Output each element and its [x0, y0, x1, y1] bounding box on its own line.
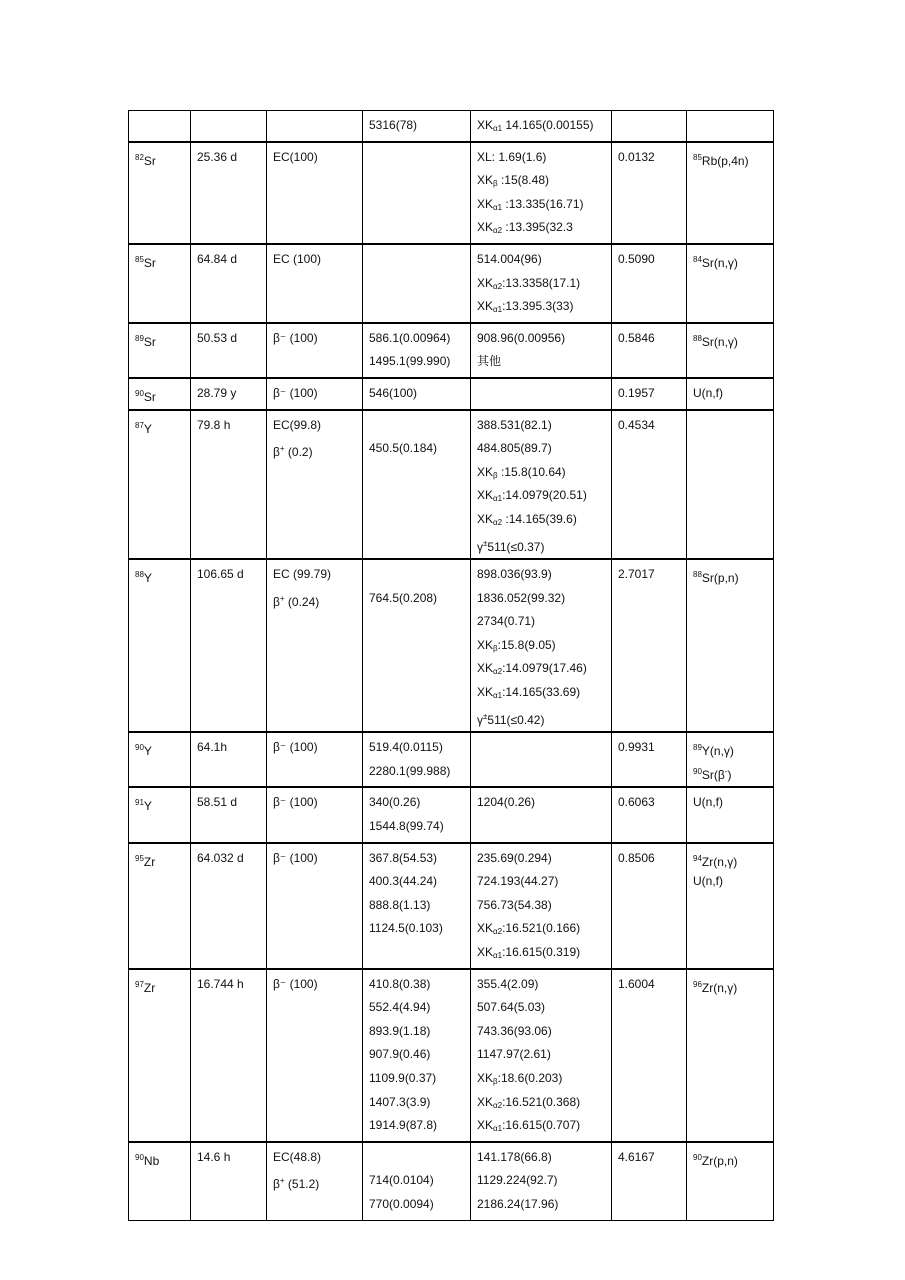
cell-text: 367.8(54.53) [369, 850, 438, 865]
cell-text [197, 114, 260, 138]
cell-text: β⁻ (100) [273, 795, 318, 810]
cell-text: 0.1957 [618, 385, 655, 400]
production-reaction-cell [687, 843, 774, 969]
cell-text [369, 1146, 464, 1170]
nuclide-cell [129, 378, 191, 410]
cell-text: $^{87}$Y [135, 420, 152, 436]
cell-text: 514.004(96) [477, 251, 542, 266]
table-row [129, 787, 774, 842]
cell-text: 1495.1(99.990) [369, 354, 451, 369]
nuclide-cell [129, 323, 191, 378]
production-reaction-cell [687, 142, 774, 244]
cell-text: 400.3(44.24) [369, 874, 438, 889]
cell-text: $^{95}$Zr [135, 853, 156, 869]
cell-text: 14.6 h [197, 1149, 231, 1164]
cell-text: $XK_\beta:15.8(9.05)$ [477, 637, 556, 653]
production-reaction-cell [687, 969, 774, 1142]
cell-text: 764.5(0.208) [369, 590, 438, 605]
cell-text: 388.531(82.1) [477, 417, 552, 432]
cell-text: 0.5846 [618, 330, 655, 345]
beta-energy-cell [363, 244, 471, 323]
cell-text: 1129.224(92.7) [477, 1173, 558, 1188]
cell-text: $^{97}$Zr [135, 979, 156, 995]
table-row [129, 244, 774, 323]
beta-energy-cell [363, 732, 471, 787]
half-life-cell [191, 378, 267, 410]
cell-text: $XK_{\alpha 2}:16.521(0.166)$ [477, 921, 581, 937]
value-cell [612, 244, 687, 323]
half-life-cell [191, 559, 267, 732]
cell-text: 2186.24(17.96) [477, 1196, 559, 1211]
cell-text: 908.96(0.00956) [477, 330, 566, 345]
beta-energy-cell [363, 1142, 471, 1220]
half-life-cell [191, 969, 267, 1142]
cell-text: 106.65 d [197, 567, 244, 582]
cell-text: 1124.5(0.103) [369, 921, 443, 936]
cell-text: γ±511(≤0.37) [477, 538, 545, 554]
value-cell [612, 378, 687, 410]
value-cell [612, 410, 687, 560]
cell-text: 770(0.0094) [369, 1196, 434, 1211]
production-reaction-cell [687, 732, 774, 787]
cell-text: $XK_{\alpha 1}:14.0979(20.51)$ [477, 488, 587, 504]
cell-text: $XK_\beta:18.6(0.203)$ [477, 1070, 563, 1086]
cell-text: 0.6063 [618, 795, 655, 810]
cell-text: 507.64(5.03) [477, 1000, 546, 1015]
cell-text: 888.8(1.13) [369, 897, 431, 912]
cell-text: $^{91}$Y [135, 798, 152, 814]
gamma-energy-cell [471, 843, 612, 969]
cell-text: $XK_{\alpha 2}:16.521(0.368)$ [477, 1094, 581, 1110]
cell-text: 552.4(4.94) [369, 1000, 431, 1015]
half-life-cell [191, 142, 267, 244]
gamma-energy-cell [471, 1142, 612, 1220]
half-life-cell [191, 1142, 267, 1220]
value-cell [612, 559, 687, 732]
table-row [129, 559, 774, 732]
cell-text: 0.8506 [618, 850, 655, 865]
cell-text: β+ (51.2) [273, 1176, 320, 1192]
cell-text: 450.5(0.184) [369, 441, 438, 456]
cell-text: U(n,f) [693, 385, 723, 400]
gamma-energy-cell [471, 559, 612, 732]
beta-energy-cell [363, 142, 471, 244]
gamma-energy-cell [471, 969, 612, 1142]
gamma-energy-cell [471, 787, 612, 842]
cell-text: $^{96}$Zr(n,γ) [693, 979, 738, 995]
nuclide-cell [129, 142, 191, 244]
decay-mode-cell [267, 378, 363, 410]
gamma-energy-cell [471, 323, 612, 378]
beta-energy-cell [363, 843, 471, 969]
cell-text: EC(100) [273, 149, 318, 164]
nuclide-cell [129, 244, 191, 323]
value-cell [612, 843, 687, 969]
value-cell [612, 787, 687, 842]
cell-text: 1836.052(99.32) [477, 590, 566, 605]
value-cell [612, 111, 687, 142]
decay-mode-cell [267, 843, 363, 969]
cell-text: $XK_{\alpha 1}:14.165(33.69)$ [477, 685, 581, 701]
decay-mode-cell [267, 410, 363, 560]
cell-text: γ±511(≤0.42) [477, 711, 545, 727]
half-life-cell [191, 244, 267, 323]
cell-text: 79.8 h [197, 417, 231, 432]
cell-text: β+ (0.24) [273, 593, 320, 609]
half-life-cell [191, 732, 267, 787]
nuclide-cell [129, 111, 191, 142]
cell-text: $XK_{\alpha 1}$ 14.165(0.00155) [477, 118, 594, 133]
cell-text: $XK_{\alpha 1}:16.615(0.319)$ [477, 945, 581, 960]
cell-text: 756.73(54.38) [477, 897, 552, 912]
decay-mode-cell [267, 323, 363, 378]
table-row [129, 142, 774, 244]
cell-text: 0.9931 [618, 740, 655, 755]
cell-text: $^{89}$Sr [135, 333, 156, 349]
beta-energy-cell [363, 969, 471, 1142]
half-life-cell [191, 410, 267, 560]
beta-energy-cell [363, 378, 471, 410]
cell-text: 2734(0.71) [477, 614, 536, 629]
cell-text: β⁻ (100) [273, 976, 318, 991]
half-life-cell [191, 843, 267, 969]
cell-text: 907.9(0.46) [369, 1047, 431, 1062]
cell-text: 519.4(0.0115) [369, 740, 443, 755]
nuclide-cell [129, 969, 191, 1142]
cell-text [369, 414, 464, 438]
cell-text: U(n,f) [693, 795, 723, 810]
beta-energy-cell [363, 323, 471, 378]
decay-mode-cell [267, 969, 363, 1142]
cell-text [618, 114, 680, 138]
table-row [129, 1142, 774, 1220]
production-reaction-cell [687, 244, 774, 323]
half-life-cell [191, 787, 267, 842]
table-row [129, 378, 774, 410]
beta-energy-cell [363, 559, 471, 732]
cell-text: 893.9(1.18) [369, 1023, 431, 1038]
cell-text: 28.79 y [197, 385, 237, 400]
cell-text: 743.36(93.06) [477, 1023, 552, 1038]
nuclide-cell [129, 732, 191, 787]
half-life-cell [191, 323, 267, 378]
cell-text: $^{82}$Sr [135, 152, 156, 168]
cell-text: EC(48.8) [273, 1149, 322, 1164]
table-row [129, 732, 774, 787]
cell-text: $^{89}$Y(n,γ) [693, 743, 734, 759]
cell-text: β⁻ (100) [273, 850, 318, 865]
cell-text: $^{90}$Sr(β-) [693, 766, 732, 782]
cell-text: 2.7017 [618, 567, 655, 582]
cell-text: 64.1h [197, 740, 228, 755]
cell-text: 714(0.0104) [369, 1173, 434, 1188]
cell-text: $^{84}$Sr(n,γ) [693, 254, 738, 270]
cell-text: EC (100) [273, 251, 322, 266]
cell-text: 16.744 h [197, 976, 244, 991]
value-cell [612, 323, 687, 378]
cell-text: 64.84 d [197, 251, 238, 266]
cell-text: 1204(0.26) [477, 795, 536, 810]
cell-text: 340(0.26) [369, 795, 421, 810]
cell-text: 484.805(89.7) [477, 441, 552, 456]
cell-text: β+ (0.2) [273, 444, 313, 460]
cell-text: XL: 1.69(1.6) [477, 149, 547, 164]
nuclide-cell [129, 1142, 191, 1220]
cell-text: EC(99.8) [273, 417, 322, 432]
cell-text: 724.193(44.27) [477, 874, 559, 889]
nuclide-cell [129, 787, 191, 842]
production-reaction-cell [687, 378, 774, 410]
cell-text: $^{90}$Nb [135, 1152, 160, 1168]
table-row [129, 410, 774, 560]
cell-text: $XK_{\alpha 1}:16.615(0.707)$ [477, 1118, 581, 1134]
cell-text [369, 563, 464, 587]
cell-text: $XK_{\alpha 2}$ :14.165(39.6) [477, 511, 577, 527]
cell-text: 1147.97(2.61) [477, 1047, 551, 1062]
decay-mode-cell [267, 244, 363, 323]
cell-text: $^{85}$Rb(p,4n) [693, 152, 749, 168]
decay-mode-cell [267, 142, 363, 244]
cell-text: β⁻ (100) [273, 385, 318, 400]
decay-mode-cell [267, 1142, 363, 1220]
cell-text: $XK_\beta$ :15.8(10.64) [477, 464, 566, 480]
cell-text: $XK_{\alpha 1}$ :13.335(16.71) [477, 196, 584, 212]
cell-text [135, 114, 184, 138]
cell-text: 141.178(66.8) [477, 1149, 552, 1164]
nuclide-cell [129, 559, 191, 732]
cell-text: 410.8(0.38) [369, 976, 431, 991]
beta-energy-cell [363, 410, 471, 560]
nuclide-cell [129, 410, 191, 560]
table-row [129, 843, 774, 969]
cell-text: 0.0132 [618, 149, 655, 164]
cell-text: EC (99.79) [273, 567, 332, 582]
gamma-energy-cell [471, 142, 612, 244]
cell-text: $^{85}$Sr [135, 254, 156, 270]
decay-mode-cell [267, 787, 363, 842]
cell-text: 58.51 d [197, 795, 238, 810]
value-cell [612, 969, 687, 1142]
cell-text: $XK_{\alpha 2}:14.0979(17.46)$ [477, 661, 587, 677]
cell-text: 586.1(0.00964) [369, 330, 451, 345]
cell-text: 2280.1(99.988) [369, 763, 451, 778]
cell-text: 5316(78) [369, 118, 418, 132]
cell-text: 其他 [477, 354, 502, 369]
nuclide-cell [129, 843, 191, 969]
nuclide-data-table [128, 110, 774, 1221]
cell-text: 0.4534 [618, 417, 655, 432]
cell-text: 1.6004 [618, 976, 655, 991]
cell-text: $XK_{\alpha 1}:13.395.3(33)$ [477, 299, 574, 315]
cell-text: $^{88}$Sr(p,n) [693, 570, 739, 586]
cell-text: 1914.9(87.8) [369, 1118, 438, 1133]
cell-text: 546(100) [369, 385, 418, 400]
cell-text: $^{90}$Y [135, 743, 152, 759]
cell-text: 4.6167 [618, 1149, 655, 1164]
production-reaction-cell [687, 559, 774, 732]
gamma-energy-cell [471, 378, 612, 410]
gamma-energy-cell [471, 244, 612, 323]
cell-text: $XK_{\alpha 2}:13.3358(17.1)$ [477, 275, 581, 291]
gamma-energy-cell [471, 410, 612, 560]
cell-text: 64.032 d [197, 850, 244, 865]
cell-text: 50.53 d [197, 330, 238, 345]
production-reaction-cell [687, 111, 774, 142]
decay-mode-cell [267, 559, 363, 732]
production-reaction-cell [687, 1142, 774, 1220]
cell-text: 355.4(2.09) [477, 976, 539, 991]
cell-text: $XK_\beta$ :15(8.48) [477, 173, 549, 189]
cell-text: 1407.3(3.9) [369, 1094, 431, 1109]
table-row [129, 969, 774, 1142]
cell-text: 1109.9(0.37) [369, 1070, 437, 1085]
gamma-energy-cell [471, 732, 612, 787]
production-reaction-cell [687, 410, 774, 560]
cell-text: 898.036(93.9) [477, 567, 552, 582]
cell-text: $^{90}$Zr(p,n) [693, 1152, 738, 1168]
value-cell [612, 1142, 687, 1220]
cell-text: 25.36 d [197, 149, 238, 164]
cell-text: 1544.8(99.74) [369, 819, 444, 834]
half-life-cell [191, 111, 267, 142]
cell-text: $^{88}$Sr(n,γ) [693, 333, 738, 349]
production-reaction-cell [687, 323, 774, 378]
table-row [129, 111, 774, 142]
cell-text: β⁻ (100) [273, 330, 318, 345]
cell-text: β⁻ (100) [273, 740, 318, 755]
production-reaction-cell [687, 787, 774, 842]
cell-text: $^{90}$Sr [135, 388, 156, 404]
cell-text: 0.5090 [618, 251, 655, 266]
beta-energy-cell [363, 111, 471, 142]
gamma-energy-cell [471, 111, 612, 142]
cell-text: $^{88}$Y [135, 570, 152, 586]
cell-text: $^{94}$Zr(n,γ) [693, 853, 738, 869]
cell-text: $XK_{\alpha 2}$ :13.395(32.3 [477, 220, 573, 236]
table-row [129, 323, 774, 378]
beta-energy-cell [363, 787, 471, 842]
value-cell [612, 142, 687, 244]
cell-text: U(n,f) [693, 874, 723, 889]
value-cell [612, 732, 687, 787]
decay-mode-cell [267, 732, 363, 787]
cell-text: 235.69(0.294) [477, 850, 552, 865]
decay-mode-cell [267, 111, 363, 142]
